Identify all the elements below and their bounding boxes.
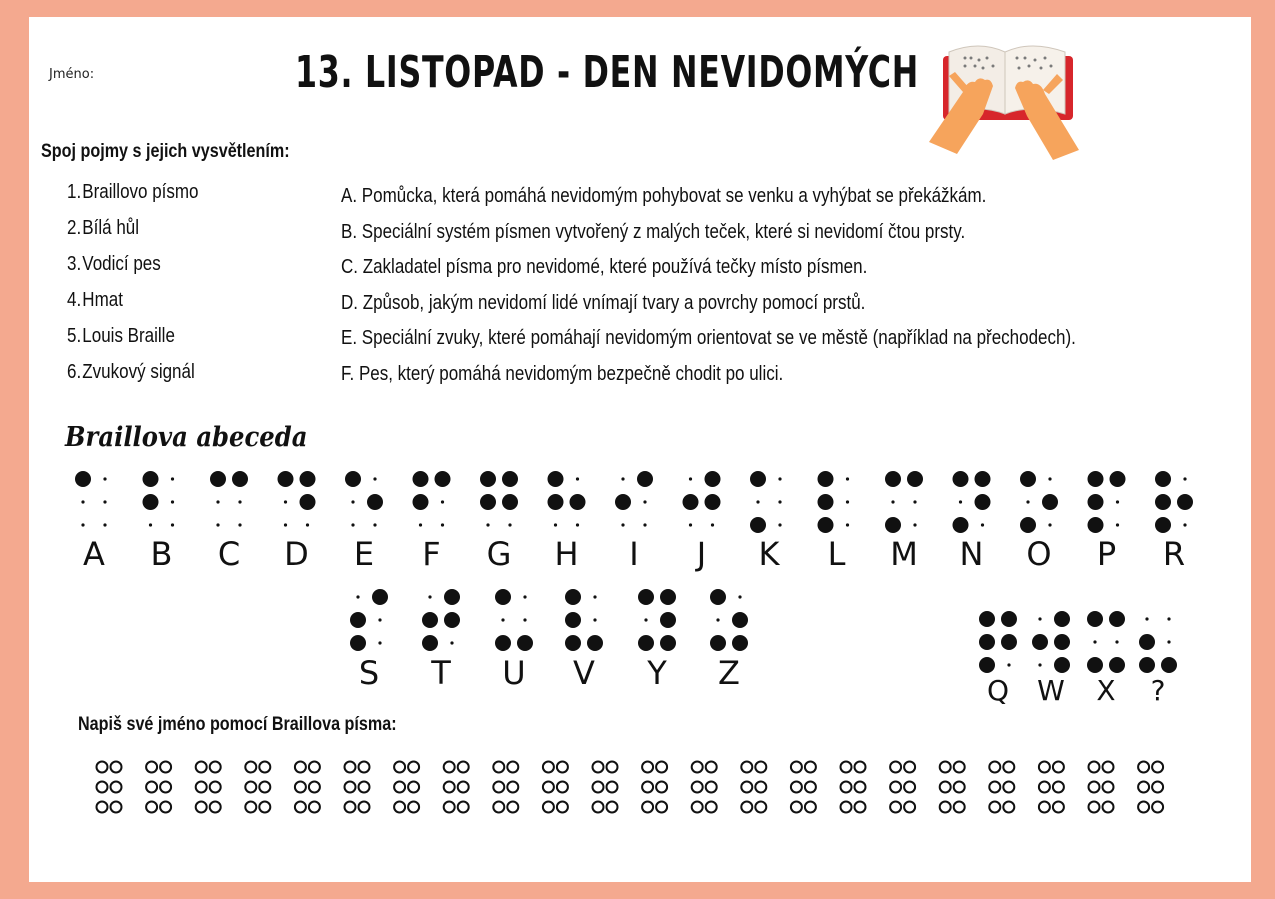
empty-dot <box>1053 762 1064 773</box>
empty-dot <box>111 802 122 813</box>
empty-dot <box>755 762 766 773</box>
empty-dot <box>111 782 122 793</box>
empty-dot <box>791 802 802 813</box>
empty-braille-cell <box>642 762 667 813</box>
empty-dot <box>805 762 816 773</box>
braille-letter-label: Q <box>986 674 1010 707</box>
empty-dot <box>1138 762 1149 773</box>
empty-dot <box>345 762 356 773</box>
empty-dot <box>295 782 306 793</box>
empty-dot <box>656 782 667 793</box>
empty-braille-cell <box>493 762 518 813</box>
empty-dot <box>706 802 717 813</box>
empty-dot <box>607 782 618 793</box>
braille-letter-label: P <box>1096 535 1117 573</box>
empty-dot <box>408 762 419 773</box>
empty-dot <box>507 802 518 813</box>
braille-letter-label: U <box>502 654 526 692</box>
definition-item: A. Pomůcka, která pomáhá nevidomým pohybovat se venku a vyhýbat se překážkám. <box>341 185 987 207</box>
empty-dot <box>444 802 455 813</box>
empty-dot <box>295 762 306 773</box>
empty-dot <box>408 782 419 793</box>
empty-dot <box>1039 782 1050 793</box>
empty-dot <box>458 762 469 773</box>
braille-letter-label: R <box>1162 535 1186 573</box>
definition-item: B. Speciální systém písmen vytvořený z malých teček, které si nevidomí čtou prsty. <box>341 220 966 243</box>
term-label: Hmat <box>82 289 123 311</box>
empty-dot <box>507 782 518 793</box>
empty-dot <box>1039 802 1050 813</box>
empty-dot <box>1138 782 1149 793</box>
empty-braille-cell <box>1039 762 1064 813</box>
term-label: Zvukový signál <box>82 361 195 383</box>
empty-dot <box>692 762 703 773</box>
empty-dot <box>1138 802 1149 813</box>
term-number: 1. <box>67 181 82 203</box>
term-number: 2. <box>67 217 82 239</box>
worksheet <box>29 17 1251 882</box>
empty-dot <box>259 782 270 793</box>
empty-dot <box>1039 762 1050 773</box>
empty-dot <box>642 762 653 773</box>
empty-dot <box>855 802 866 813</box>
empty-dot <box>245 802 256 813</box>
braille-letter-label: F <box>422 535 441 573</box>
empty-dot <box>755 802 766 813</box>
empty-dot <box>245 782 256 793</box>
empty-dot <box>593 782 604 793</box>
empty-dot <box>706 762 717 773</box>
braille-letter-label: A <box>83 535 105 573</box>
empty-dot <box>855 782 866 793</box>
empty-dot <box>493 782 504 793</box>
braille-alphabet-title: Braillova abeceda <box>65 422 308 453</box>
empty-braille-cell <box>940 762 965 813</box>
empty-braille-cell <box>146 762 171 813</box>
empty-braille-cell <box>692 762 717 813</box>
empty-dot <box>741 762 752 773</box>
empty-dot <box>805 802 816 813</box>
empty-dot <box>543 762 554 773</box>
empty-dot <box>989 802 1000 813</box>
definition-item: C. Zakladatel písma pro nevidomé, které používá tečky místo písmen. <box>341 256 868 278</box>
empty-dot <box>493 802 504 813</box>
empty-dot <box>954 782 965 793</box>
braille-letter-label: X <box>1096 674 1116 707</box>
empty-dot <box>196 802 207 813</box>
braille-letter-label: ? <box>1150 674 1166 707</box>
empty-dot <box>146 802 157 813</box>
empty-dot <box>692 802 703 813</box>
empty-dot <box>642 802 653 813</box>
term-number: 5. <box>67 325 82 347</box>
empty-dot <box>345 802 356 813</box>
empty-dot <box>890 782 901 793</box>
empty-dot <box>394 782 405 793</box>
empty-dot <box>706 782 717 793</box>
empty-dot <box>989 762 1000 773</box>
empty-dot <box>196 782 207 793</box>
braille-letter-label: J <box>696 535 707 573</box>
empty-dot <box>1089 762 1100 773</box>
braille-letter-label: Z <box>718 654 740 692</box>
empty-dot <box>408 802 419 813</box>
empty-dot <box>656 802 667 813</box>
braille-letter-label: I <box>629 535 639 573</box>
braille-letter-label: Y <box>647 654 667 692</box>
braille-letter-label: N <box>959 535 984 573</box>
empty-dot <box>1003 782 1014 793</box>
empty-dot <box>841 802 852 813</box>
term-label: Bílá hůl <box>82 217 140 239</box>
empty-dot <box>741 782 752 793</box>
empty-braille-cell <box>345 762 370 813</box>
empty-dot <box>309 782 320 793</box>
empty-dot <box>1089 802 1100 813</box>
empty-dot <box>642 782 653 793</box>
empty-dot <box>309 802 320 813</box>
empty-dot <box>196 762 207 773</box>
empty-dot <box>146 762 157 773</box>
empty-dot <box>904 762 915 773</box>
braille-letter-label: M <box>890 535 918 573</box>
empty-dot <box>97 802 108 813</box>
empty-dot <box>1089 782 1100 793</box>
empty-dot <box>1103 802 1114 813</box>
name-writing-prompt: Napiš své jméno pomocí Braillova písma: <box>78 714 397 735</box>
empty-dot <box>904 782 915 793</box>
term-label: Vodicí pes <box>82 253 161 275</box>
braille-letter-label: T <box>431 654 451 692</box>
matching-instruction: Spoj pojmy s jejich vysvětlením: <box>41 141 290 162</box>
braille-letter-label: W <box>1037 674 1065 707</box>
empty-dot <box>245 762 256 773</box>
term-label: Braillovo písmo <box>82 181 199 203</box>
empty-braille-cell <box>593 762 618 813</box>
empty-dot <box>940 762 951 773</box>
term-number: 3. <box>67 253 82 275</box>
empty-dot <box>444 782 455 793</box>
empty-dot <box>954 762 965 773</box>
empty-braille-cell <box>295 762 320 813</box>
empty-braille-cell <box>841 762 866 813</box>
braille-letter-label: H <box>554 535 579 573</box>
empty-dot <box>1152 782 1163 793</box>
empty-dot <box>656 762 667 773</box>
empty-dot <box>593 762 604 773</box>
empty-dot <box>543 802 554 813</box>
braille-letter-label: G <box>486 535 512 573</box>
empty-dot <box>111 762 122 773</box>
empty-dot <box>841 762 852 773</box>
empty-dot <box>1103 782 1114 793</box>
empty-dot <box>160 782 171 793</box>
definition-item: D. Způsob, jakým nevidomí lidé vnímají tvary a povrchy pomocí prstů. <box>341 291 866 314</box>
term-label: Louis Braille <box>82 325 175 347</box>
empty-dot <box>210 762 221 773</box>
name-label: Jméno: <box>49 67 95 82</box>
empty-dot <box>557 782 568 793</box>
empty-braille-cell <box>444 762 469 813</box>
empty-dot <box>359 802 370 813</box>
term-number: 6. <box>67 361 82 383</box>
empty-dot <box>692 782 703 793</box>
page-title: 13. LISTOPAD - DEN NEVIDOMÝCH <box>295 47 919 98</box>
empty-dot <box>890 802 901 813</box>
empty-dot <box>805 782 816 793</box>
empty-braille-cell <box>97 762 122 813</box>
empty-dot <box>493 762 504 773</box>
braille-letter-label: D <box>284 535 309 573</box>
empty-dot <box>345 782 356 793</box>
empty-dot <box>444 762 455 773</box>
empty-dot <box>458 802 469 813</box>
braille-letter-label: K <box>758 535 780 573</box>
empty-dot <box>989 782 1000 793</box>
empty-dot <box>507 762 518 773</box>
empty-braille-cell <box>989 762 1014 813</box>
empty-dot <box>210 782 221 793</box>
empty-dot <box>160 762 171 773</box>
empty-dot <box>557 802 568 813</box>
empty-dot <box>841 782 852 793</box>
braille-letter-label: O <box>1026 535 1052 573</box>
empty-dot <box>557 762 568 773</box>
empty-dot <box>97 782 108 793</box>
empty-dot <box>855 762 866 773</box>
braille-letter-label: B <box>150 535 173 573</box>
empty-dot <box>607 762 618 773</box>
empty-dot <box>1003 802 1014 813</box>
empty-dot <box>259 802 270 813</box>
empty-braille-cell <box>1089 762 1114 813</box>
empty-braille-cell <box>791 762 816 813</box>
empty-dot <box>359 762 370 773</box>
empty-dot <box>543 782 554 793</box>
braille-letter-label: C <box>217 535 241 573</box>
empty-braille-cell <box>543 762 568 813</box>
empty-dot <box>259 762 270 773</box>
empty-dot <box>1003 762 1014 773</box>
empty-dot <box>1053 782 1064 793</box>
empty-braille-cell <box>1138 762 1163 813</box>
braille-letter-label: V <box>573 654 595 692</box>
empty-dot <box>890 762 901 773</box>
empty-braille-cell <box>196 762 221 813</box>
empty-dot <box>904 802 915 813</box>
empty-dot <box>394 802 405 813</box>
empty-dot <box>940 802 951 813</box>
empty-dot <box>1152 802 1163 813</box>
braille-letter-label: L <box>827 535 846 573</box>
empty-dot <box>1103 762 1114 773</box>
braille-letter-label: E <box>353 535 375 573</box>
empty-dot <box>210 802 221 813</box>
empty-dot <box>458 782 469 793</box>
empty-dot <box>791 762 802 773</box>
empty-braille-cell <box>245 762 270 813</box>
empty-dot <box>791 782 802 793</box>
empty-braille-cell <box>890 762 915 813</box>
empty-dot <box>755 782 766 793</box>
empty-dot <box>146 782 157 793</box>
empty-dot <box>309 762 320 773</box>
definition-item: F. Pes, který pomáhá nevidomým bezpečně chodit po ulici. <box>341 362 784 385</box>
empty-dot <box>97 762 108 773</box>
braille-letter-label: S <box>358 654 380 692</box>
empty-dot <box>394 762 405 773</box>
term-number: 4. <box>67 289 82 311</box>
empty-dot <box>954 802 965 813</box>
definition-item: E. Speciální zvuky, které pomáhají nevidomým orientovat se ve městě (například na přechodech). <box>341 327 1076 349</box>
empty-dot <box>160 802 171 813</box>
empty-dot <box>359 782 370 793</box>
empty-dot <box>1053 802 1064 813</box>
empty-dot <box>295 802 306 813</box>
empty-dot <box>593 802 604 813</box>
empty-dot <box>741 802 752 813</box>
empty-dot <box>940 782 951 793</box>
empty-braille-cell <box>741 762 766 813</box>
empty-braille-cells <box>29 17 1251 882</box>
empty-dot <box>607 802 618 813</box>
empty-braille-cell <box>394 762 419 813</box>
empty-dot <box>1152 762 1163 773</box>
